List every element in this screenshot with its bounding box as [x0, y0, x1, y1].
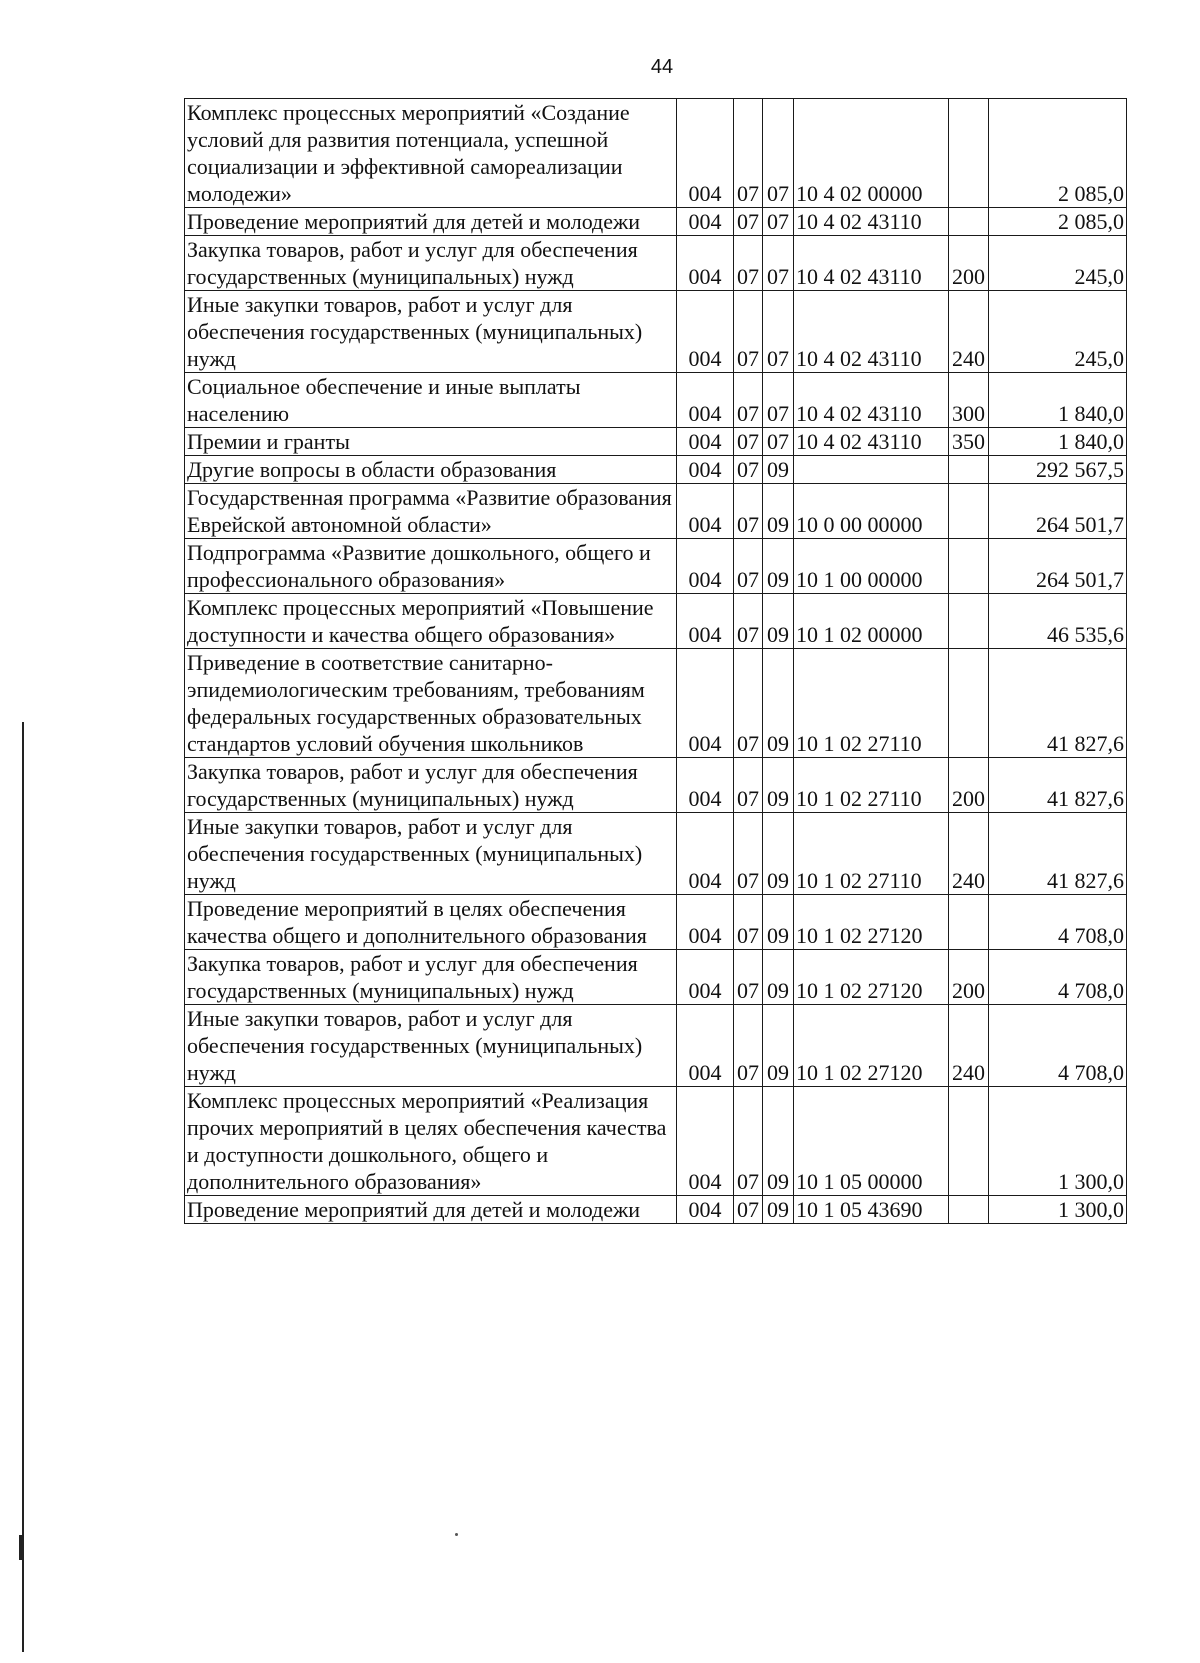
- row-vr-cell: 200: [949, 950, 989, 1005]
- row-pr-cell: 07: [763, 428, 794, 456]
- table-row: [185, 649, 1127, 758]
- row-vr-cell: [949, 539, 989, 594]
- row-pr-cell: 09: [763, 1005, 794, 1087]
- table-row: [185, 236, 1127, 291]
- row-csr-cell: 10 4 02 43110: [794, 291, 949, 373]
- row-sum-cell: 4 708,0: [989, 1005, 1127, 1087]
- row-name-cell: Подпрограмма «Развитие дошкольного, общего и профессионального образования»: [185, 539, 677, 594]
- row-vr-cell: 350: [949, 428, 989, 456]
- row-name-cell: Комплекс процессных мероприятий «Повышение доступности и качества общего образования»: [185, 594, 677, 649]
- row-gr-cell: 004: [677, 99, 734, 208]
- row-gr-cell: 004: [677, 539, 734, 594]
- row-sum-cell: 245,0: [989, 291, 1127, 373]
- row-gr-cell: 004: [677, 428, 734, 456]
- budget-table: [184, 98, 1127, 1224]
- row-csr-cell: 10 4 02 43110: [794, 208, 949, 236]
- row-gr-cell: 004: [677, 1087, 734, 1196]
- row-name-cell: Проведение мероприятий для детей и молодежи: [185, 1196, 677, 1224]
- table-row: [185, 456, 1127, 484]
- row-sum-cell: 292 567,5: [989, 456, 1127, 484]
- row-gr-cell: 004: [677, 649, 734, 758]
- table-row: [185, 758, 1127, 813]
- row-sum-cell: 41 827,6: [989, 649, 1127, 758]
- row-name-cell: Иные закупки товаров, работ и услуг для обеспечения государственных (муниципальных) нужд: [185, 1005, 677, 1087]
- row-vr-cell: [949, 484, 989, 539]
- row-vr-cell: [949, 895, 989, 950]
- row-name-cell: Иные закупки товаров, работ и услуг для обеспечения государственных (муниципальных) нужд: [185, 813, 677, 895]
- row-rz-cell: 07: [734, 373, 763, 428]
- row-rz-cell: 07: [734, 1005, 763, 1087]
- row-name-cell: Приведение в соответствие санитарно-эпидемиологическим требованиям, требованиям федеральных государственных образовательных стандартов условий обучения школьников: [185, 649, 677, 758]
- row-pr-cell: 09: [763, 758, 794, 813]
- table-row: [185, 99, 1127, 208]
- row-pr-cell: 09: [763, 649, 794, 758]
- row-name-cell: Социальное обеспечение и иные выплаты населению: [185, 373, 677, 428]
- row-rz-cell: 07: [734, 594, 763, 649]
- row-vr-cell: [949, 456, 989, 484]
- table-row: [185, 1087, 1127, 1196]
- row-pr-cell: 09: [763, 1196, 794, 1224]
- row-rz-cell: 07: [734, 456, 763, 484]
- table-row: [185, 1196, 1127, 1224]
- row-vr-cell: 300: [949, 373, 989, 428]
- row-gr-cell: 004: [677, 758, 734, 813]
- row-gr-cell: 004: [677, 950, 734, 1005]
- row-vr-cell: 200: [949, 236, 989, 291]
- row-pr-cell: 09: [763, 484, 794, 539]
- row-csr-cell: 10 4 02 43110: [794, 373, 949, 428]
- row-sum-cell: 46 535,6: [989, 594, 1127, 649]
- row-sum-cell: 2 085,0: [989, 208, 1127, 236]
- row-name-cell: Закупка товаров, работ и услуг для обеспечения государственных (муниципальных) нужд: [185, 950, 677, 1005]
- row-name-cell: Закупка товаров, работ и услуг для обеспечения государственных (муниципальных) нужд: [185, 758, 677, 813]
- row-csr-cell: [794, 456, 949, 484]
- table-row: [185, 813, 1127, 895]
- row-vr-cell: [949, 649, 989, 758]
- row-gr-cell: 004: [677, 594, 734, 649]
- row-rz-cell: 07: [734, 539, 763, 594]
- row-csr-cell: 10 1 02 27110: [794, 758, 949, 813]
- row-sum-cell: 4 708,0: [989, 950, 1127, 1005]
- row-pr-cell: 09: [763, 950, 794, 1005]
- row-rz-cell: 07: [734, 950, 763, 1005]
- row-sum-cell: 4 708,0: [989, 895, 1127, 950]
- row-sum-cell: 245,0: [989, 236, 1127, 291]
- table-row: [185, 895, 1127, 950]
- row-vr-cell: 240: [949, 1005, 989, 1087]
- row-csr-cell: 10 1 02 27120: [794, 1005, 949, 1087]
- table-row: [185, 539, 1127, 594]
- row-pr-cell: 07: [763, 291, 794, 373]
- scan-margin-line: [22, 722, 24, 1652]
- table-row: [185, 950, 1127, 1005]
- row-rz-cell: 07: [734, 99, 763, 208]
- row-gr-cell: 004: [677, 484, 734, 539]
- row-csr-cell: 10 4 02 00000: [794, 99, 949, 208]
- row-name-cell: Проведение мероприятий в целях обеспечения качества общего и дополнительного образования: [185, 895, 677, 950]
- row-sum-cell: 1 300,0: [989, 1196, 1127, 1224]
- row-csr-cell: 10 4 02 43110: [794, 428, 949, 456]
- scan-margin-mark: [19, 1535, 22, 1560]
- row-gr-cell: 004: [677, 813, 734, 895]
- row-gr-cell: 004: [677, 1005, 734, 1087]
- table-row: [185, 1005, 1127, 1087]
- row-name-cell: Проведение мероприятий для детей и молодежи: [185, 208, 677, 236]
- row-rz-cell: 07: [734, 649, 763, 758]
- table-row: [185, 291, 1127, 373]
- row-gr-cell: 004: [677, 1196, 734, 1224]
- row-gr-cell: 004: [677, 208, 734, 236]
- row-gr-cell: 004: [677, 895, 734, 950]
- row-rz-cell: 07: [734, 291, 763, 373]
- table-row: [185, 428, 1127, 456]
- row-pr-cell: 07: [763, 208, 794, 236]
- budget-table-body: [185, 99, 1127, 1224]
- row-csr-cell: 10 1 02 27120: [794, 895, 949, 950]
- row-vr-cell: 200: [949, 758, 989, 813]
- row-csr-cell: 10 1 02 27110: [794, 813, 949, 895]
- row-rz-cell: 07: [734, 236, 763, 291]
- row-rz-cell: 07: [734, 428, 763, 456]
- row-vr-cell: [949, 594, 989, 649]
- row-vr-cell: [949, 208, 989, 236]
- row-pr-cell: 09: [763, 813, 794, 895]
- row-sum-cell: 1 300,0: [989, 1087, 1127, 1196]
- page-number: 44: [650, 56, 674, 78]
- row-vr-cell: 240: [949, 813, 989, 895]
- row-sum-cell: 1 840,0: [989, 373, 1127, 428]
- row-rz-cell: 07: [734, 813, 763, 895]
- row-name-cell: Другие вопросы в области образования: [185, 456, 677, 484]
- row-csr-cell: 10 4 02 43110: [794, 236, 949, 291]
- row-vr-cell: [949, 1196, 989, 1224]
- row-csr-cell: 10 0 00 00000: [794, 484, 949, 539]
- row-sum-cell: 41 827,6: [989, 813, 1127, 895]
- row-pr-cell: 09: [763, 539, 794, 594]
- row-csr-cell: 10 1 02 00000: [794, 594, 949, 649]
- row-csr-cell: 10 1 00 00000: [794, 539, 949, 594]
- row-name-cell: Комплекс процессных мероприятий «Реализация прочих мероприятий в целях обеспечения качества и доступности дошкольного, общего и дополнительного образования»: [185, 1087, 677, 1196]
- row-pr-cell: 09: [763, 1087, 794, 1196]
- row-gr-cell: 004: [677, 291, 734, 373]
- row-sum-cell: 1 840,0: [989, 428, 1127, 456]
- scan-speck: [455, 1533, 458, 1536]
- row-name-cell: Закупка товаров, работ и услуг для обеспечения государственных (муниципальных) нужд: [185, 236, 677, 291]
- row-rz-cell: 07: [734, 895, 763, 950]
- table-row: [185, 594, 1127, 649]
- table-row: [185, 373, 1127, 428]
- row-pr-cell: 07: [763, 99, 794, 208]
- row-csr-cell: 10 1 05 43690: [794, 1196, 949, 1224]
- row-vr-cell: [949, 1087, 989, 1196]
- row-sum-cell: 2 085,0: [989, 99, 1127, 208]
- row-rz-cell: 07: [734, 758, 763, 813]
- row-pr-cell: 09: [763, 456, 794, 484]
- row-sum-cell: 264 501,7: [989, 484, 1127, 539]
- row-name-cell: Иные закупки товаров, работ и услуг для обеспечения государственных (муниципальных) нужд: [185, 291, 677, 373]
- row-sum-cell: 41 827,6: [989, 758, 1127, 813]
- row-vr-cell: [949, 99, 989, 208]
- row-csr-cell: 10 1 02 27120: [794, 950, 949, 1005]
- row-gr-cell: 004: [677, 236, 734, 291]
- row-name-cell: Государственная программа «Развитие образования Еврейской автономной области»: [185, 484, 677, 539]
- row-csr-cell: 10 1 02 27110: [794, 649, 949, 758]
- row-pr-cell: 07: [763, 236, 794, 291]
- row-csr-cell: 10 1 05 00000: [794, 1087, 949, 1196]
- row-sum-cell: 264 501,7: [989, 539, 1127, 594]
- row-pr-cell: 07: [763, 373, 794, 428]
- table-row: [185, 208, 1127, 236]
- row-vr-cell: 240: [949, 291, 989, 373]
- row-name-cell: Комплекс процессных мероприятий «Создание условий для развития потенциала, успешной социализации и эффективной самореализации молодежи»: [185, 99, 677, 208]
- row-rz-cell: 07: [734, 484, 763, 539]
- row-pr-cell: 09: [763, 594, 794, 649]
- row-pr-cell: 09: [763, 895, 794, 950]
- row-gr-cell: 004: [677, 456, 734, 484]
- row-rz-cell: 07: [734, 1196, 763, 1224]
- row-name-cell: Премии и гранты: [185, 428, 677, 456]
- table-row: [185, 484, 1127, 539]
- row-gr-cell: 004: [677, 373, 734, 428]
- row-rz-cell: 07: [734, 208, 763, 236]
- row-rz-cell: 07: [734, 1087, 763, 1196]
